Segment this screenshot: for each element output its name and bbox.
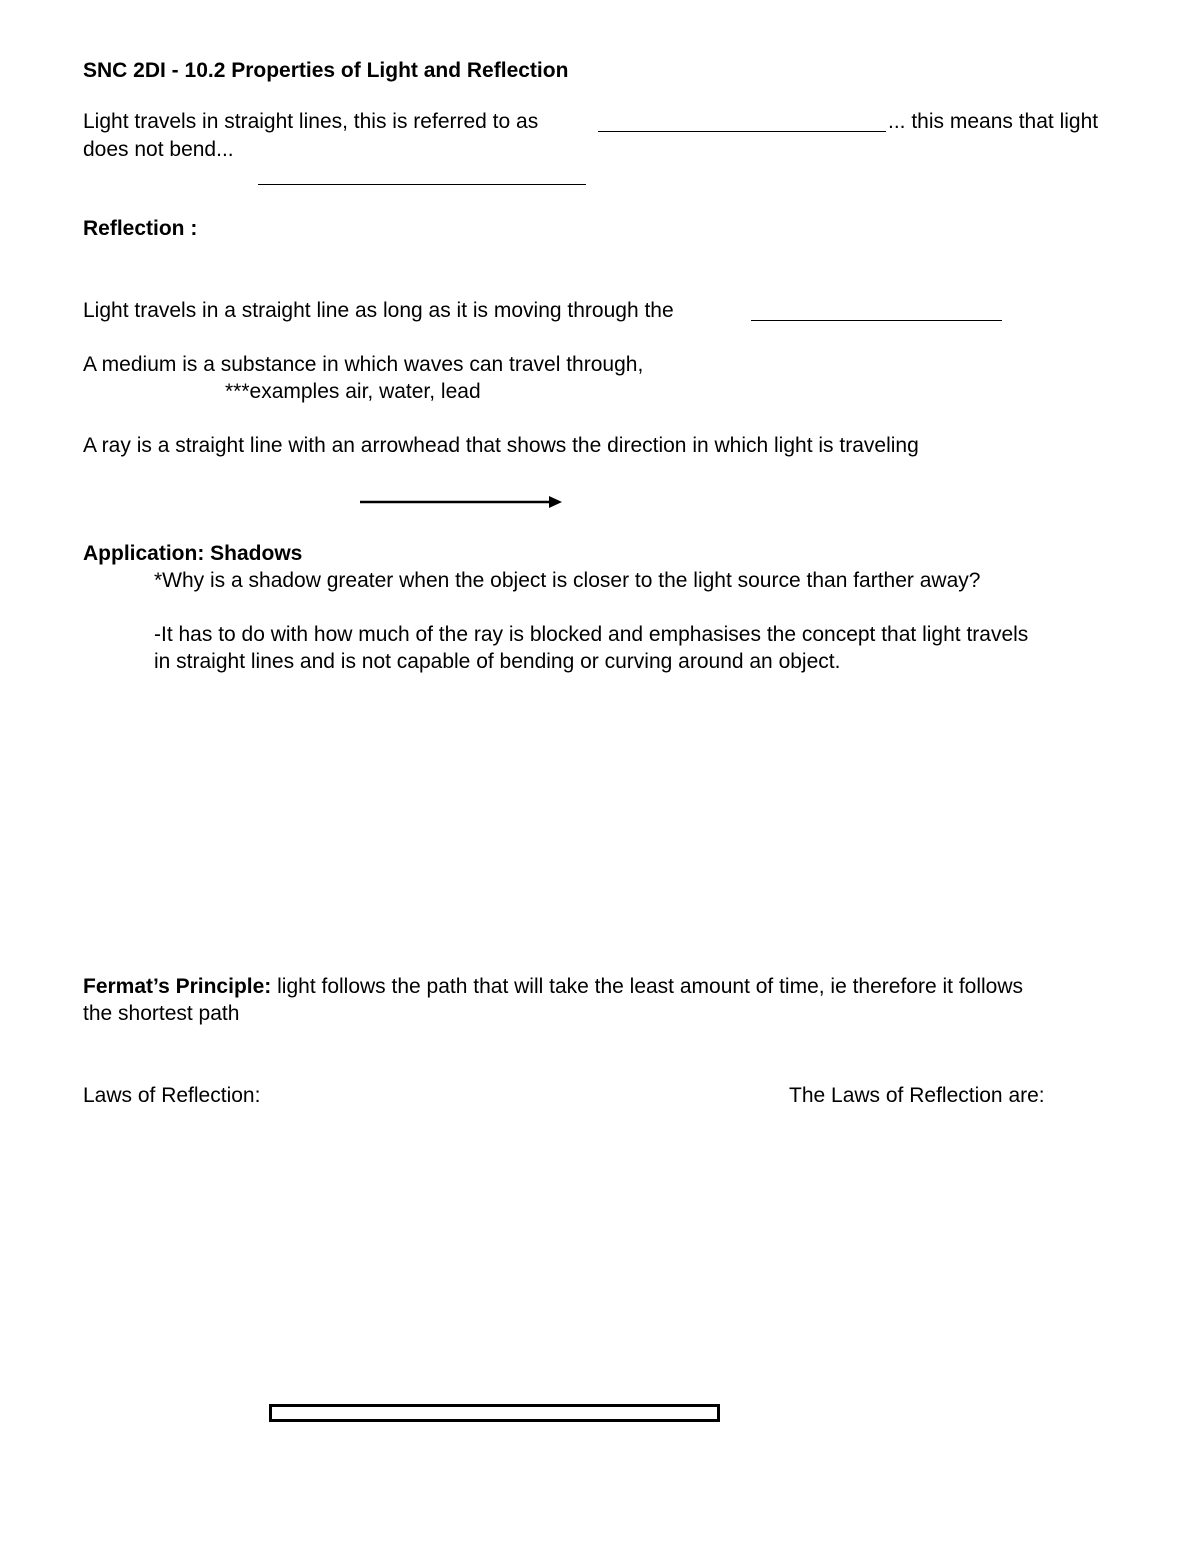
mirror-surface — [269, 1404, 720, 1422]
medium-definition: A medium is a substance in which waves can travel through, — [83, 353, 644, 376]
laws-left-label: Laws of Reflection: — [83, 1084, 261, 1107]
fermat-line2: the shortest path — [83, 1002, 240, 1025]
shadows-heading: Application: Shadows — [83, 542, 303, 565]
ray-arrowhead — [549, 496, 562, 508]
rectilinear-sentence-start: Light travels in straight lines, this is referred to as — [83, 110, 539, 133]
medium-sentence: Light travels in a straight line as long as it is moving through the — [83, 299, 674, 322]
blank-medium[interactable] — [751, 320, 1002, 321]
laws-right-label: The Laws of Reflection are: — [789, 1084, 1045, 1107]
shadows-answer-line2: in straight lines and is not capable of bending or curving around an object. — [154, 650, 841, 673]
medium-examples: ***examples air, water, lead — [225, 380, 481, 403]
fermat-heading: Fermat’s Principle — [83, 975, 265, 998]
reflection-heading: Reflection : — [83, 217, 198, 240]
shadows-answer-line1: -It has to do with how much of the ray is blocked and emphasises the concept that light travels — [154, 623, 1029, 646]
shadows-question: *Why is a shadow greater when the object is closer to the light source than farther away? — [154, 569, 981, 592]
blank-answer-line[interactable] — [258, 184, 586, 185]
rectilinear-sentence-end: ... this means that light — [888, 110, 1099, 133]
fermat-colon: : — [264, 975, 272, 998]
page-title: SNC 2DI - 10.2 Properties of Light and Reflection — [83, 59, 569, 82]
rectilinear-sentence-continued: does not bend... — [83, 138, 234, 161]
blank-rectilinear-propagation[interactable] — [598, 131, 886, 132]
fermat-text: light follows the path that will take the least amount of time, ie therefore it follows — [271, 975, 1024, 998]
ray-arrow — [358, 492, 564, 512]
fermat-line1 — [83, 974, 1023, 1000]
ray-definition: A ray is a straight line with an arrowhead that shows the direction in which light is traveling — [83, 434, 919, 457]
